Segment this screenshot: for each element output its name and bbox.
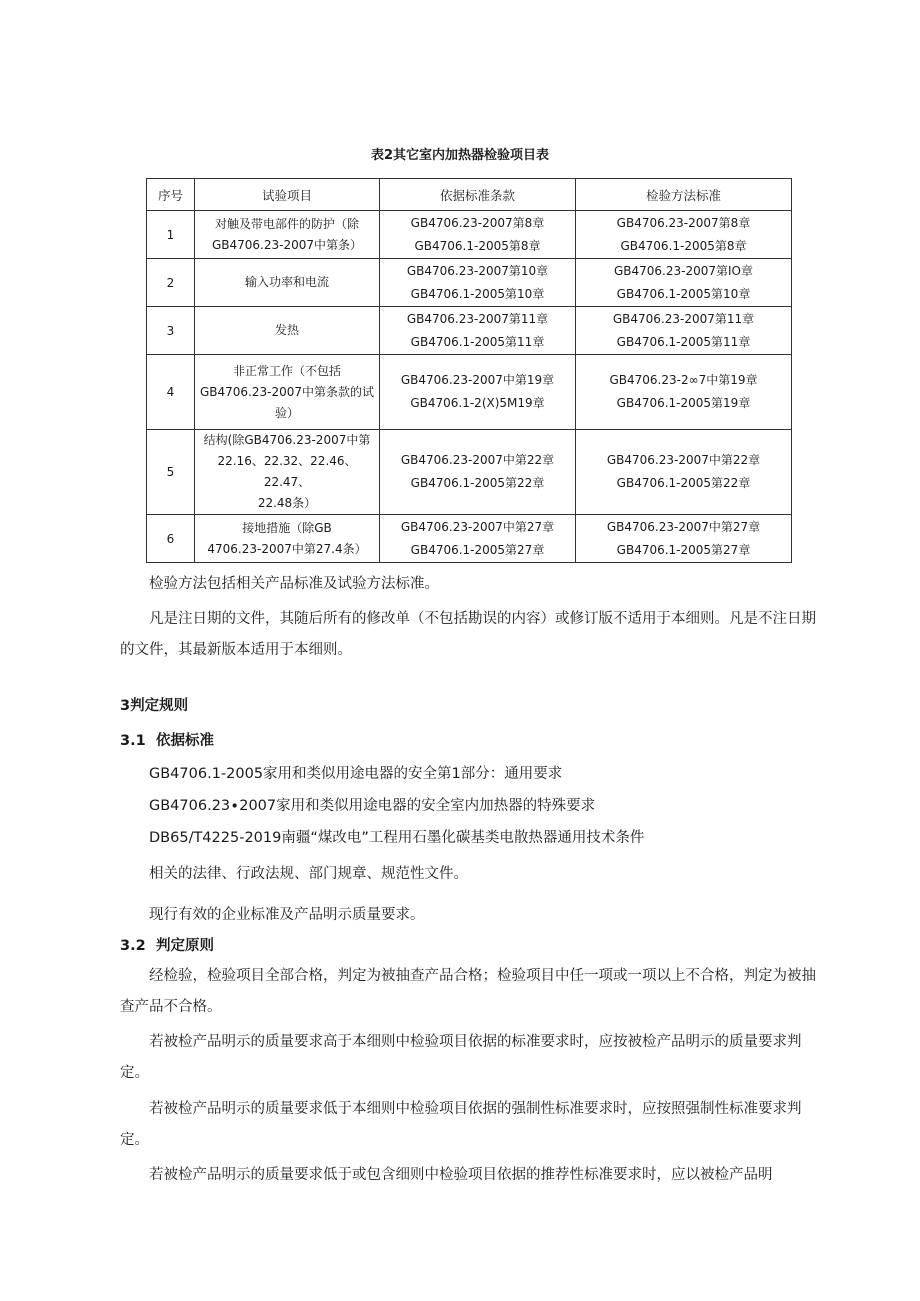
table-row [147, 259, 792, 307]
row-basis [380, 355, 576, 430]
method-line: GB4706.1-2005第22章 [616, 476, 751, 490]
row-method [576, 307, 792, 355]
inspection-items-table [146, 178, 792, 563]
item-line: 输入功率和电流 [244, 275, 329, 289]
basis-line: GB4706.1-2005第10章 [410, 286, 545, 301]
method-line: GB4706.23-2007第11章 [612, 311, 755, 326]
method-line: GB4706.1-2005第11章 [616, 334, 751, 349]
standard-line: GB4706.1-2005家用和类似用途电器的安全第1部分：通用要求 [149, 766, 563, 782]
row-basis [380, 211, 576, 259]
row-method [576, 259, 792, 307]
method-line: GB4706.23-2007第8章 [616, 215, 751, 230]
basis-line: GB4706.23-2007第8章 [410, 215, 545, 230]
row-item [195, 307, 380, 355]
subsection-number: 3.2 [120, 938, 146, 954]
subsection-heading [120, 729, 214, 750]
item-line: 对触及带电部件的防护（除 [214, 216, 359, 231]
method-line: GB4706.1-2005第27章 [616, 542, 751, 557]
row-basis [380, 430, 576, 515]
row-item [195, 515, 380, 563]
note-paragraph: 检验方法包括相关产品标准及试验方法标准。 [149, 576, 439, 592]
method-line: GB4706.23-2007中第22章 [606, 453, 761, 467]
method-line: GB4706.23-2007中第27章 [606, 519, 761, 534]
row-no: 6 [147, 515, 195, 563]
row-method [576, 355, 792, 430]
row-item [195, 430, 380, 515]
table-row [147, 355, 792, 430]
item-line: 结构(除GB4706.23-2007中第 [203, 433, 371, 447]
table-caption: 表2其它室内加热器检验项目表 [370, 148, 550, 163]
basis-line: GB4706.23-2007中第22章 [400, 453, 555, 467]
item-line: 22.16、22.32、22.46、22.47、 [217, 454, 357, 489]
item-line: GB4706.23-2007中第条款的试 [199, 384, 375, 399]
method-line: GB4706.23-2007第IO章 [613, 263, 753, 278]
header-no: 序号 [147, 179, 195, 211]
row-basis [380, 515, 576, 563]
standard-line: 相关的法律、行政法规、部门规章、规范性文件。 [149, 866, 468, 882]
method-line: GB4706.1-2005第10章 [616, 286, 751, 301]
rule-paragraph: 若被检产品明示的质量要求高于本细则中检验项目依据的标准要求时，应按被检产品明示的质量要求判定。 [120, 1034, 802, 1081]
basis-line: GB4706.1-2005第27章 [410, 542, 545, 557]
standard-line: DB65/T4225-2019南疆“煤改电”工程用石墨化碳基类电散热器通用技术条件 [149, 830, 645, 846]
basis-line: GB4706.1-2005第8章 [414, 238, 541, 253]
note-paragraph: 凡是注日期的文件，其随后所有的修改单（不包括勘误的内容）或修订版不适用于本细则。凡是不注日期的文件，其最新版本适用于本细则。 [120, 611, 816, 658]
row-no: 3 [147, 307, 195, 355]
item-line: 非正常工作（不包括 [232, 363, 341, 378]
row-no: 5 [147, 430, 195, 515]
header-basis: 依据标准条款 [380, 179, 576, 211]
method-line: GB4706.23-2∞7中第19章 [609, 373, 758, 387]
row-no: 2 [147, 259, 195, 307]
basis-line: GB4706.23-2007第11章 [406, 311, 549, 326]
item-line: 接地措施（除GB [242, 520, 332, 535]
subsection-title: 判定原则 [156, 938, 214, 954]
header-item: 试验项目 [195, 179, 380, 211]
rule-paragraph: 若被检产品明示的质量要求低于或包含细则中检验项目依据的推荐性标准要求时，应以被检产品明 [149, 1167, 773, 1183]
item-line: 4706.23-2007中第27.4条） [207, 541, 367, 556]
row-method [576, 430, 792, 515]
header-method: 检验方法标准 [576, 179, 792, 211]
row-basis [380, 307, 576, 355]
method-line: GB4706.1-2005第8章 [620, 238, 747, 253]
subsection-heading [120, 934, 214, 955]
item-line: GB4706.23-2007中第条） [211, 237, 363, 252]
basis-line: GB4706.23-2007第10章 [406, 263, 549, 278]
row-item [195, 211, 380, 259]
table-row [147, 211, 792, 259]
table-row [147, 515, 792, 563]
basis-line: GB4706.1-2(X)5M19章 [410, 396, 545, 410]
basis-line: GB4706.23-2007中第19章 [400, 373, 555, 387]
item-line: 22.48条） [257, 496, 317, 510]
item-line: 验） [274, 405, 299, 420]
subsection-title: 依据标准 [156, 733, 214, 749]
row-item [195, 355, 380, 430]
table-row [147, 430, 792, 515]
row-method [576, 211, 792, 259]
rule-paragraph: 若被检产品明示的质量要求低于本细则中检验项目依据的强制性标准要求时，应按照强制性标准要求判定。 [120, 1101, 802, 1148]
row-no: 1 [147, 211, 195, 259]
table-row [147, 307, 792, 355]
section-heading: 3判定规则 [120, 698, 189, 714]
basis-line: GB4706.23-2007中第27章 [400, 519, 555, 534]
row-item [195, 259, 380, 307]
basis-line: GB4706.1-2005第22章 [410, 476, 545, 490]
row-no: 4 [147, 355, 195, 430]
table-header-row [147, 179, 792, 211]
basis-line: GB4706.1-2005第11章 [410, 334, 545, 349]
row-basis [380, 259, 576, 307]
subsection-number: 3.1 [120, 733, 146, 749]
standard-line: 现行有效的企业标准及产品明示质量要求。 [149, 907, 425, 923]
item-line: 发热 [274, 323, 299, 337]
row-method [576, 515, 792, 563]
method-line: GB4706.1-2005第19章 [616, 396, 751, 410]
standard-line: GB4706.23∙2007家用和类似用途电器的安全室内加热器的特殊要求 [149, 798, 596, 814]
rule-paragraph: 经检验，检验项目全部合格，判定为被抽查产品合格；检验项目中任一项或一项以上不合格，判定为被抽查产品不合格。 [120, 968, 816, 1015]
